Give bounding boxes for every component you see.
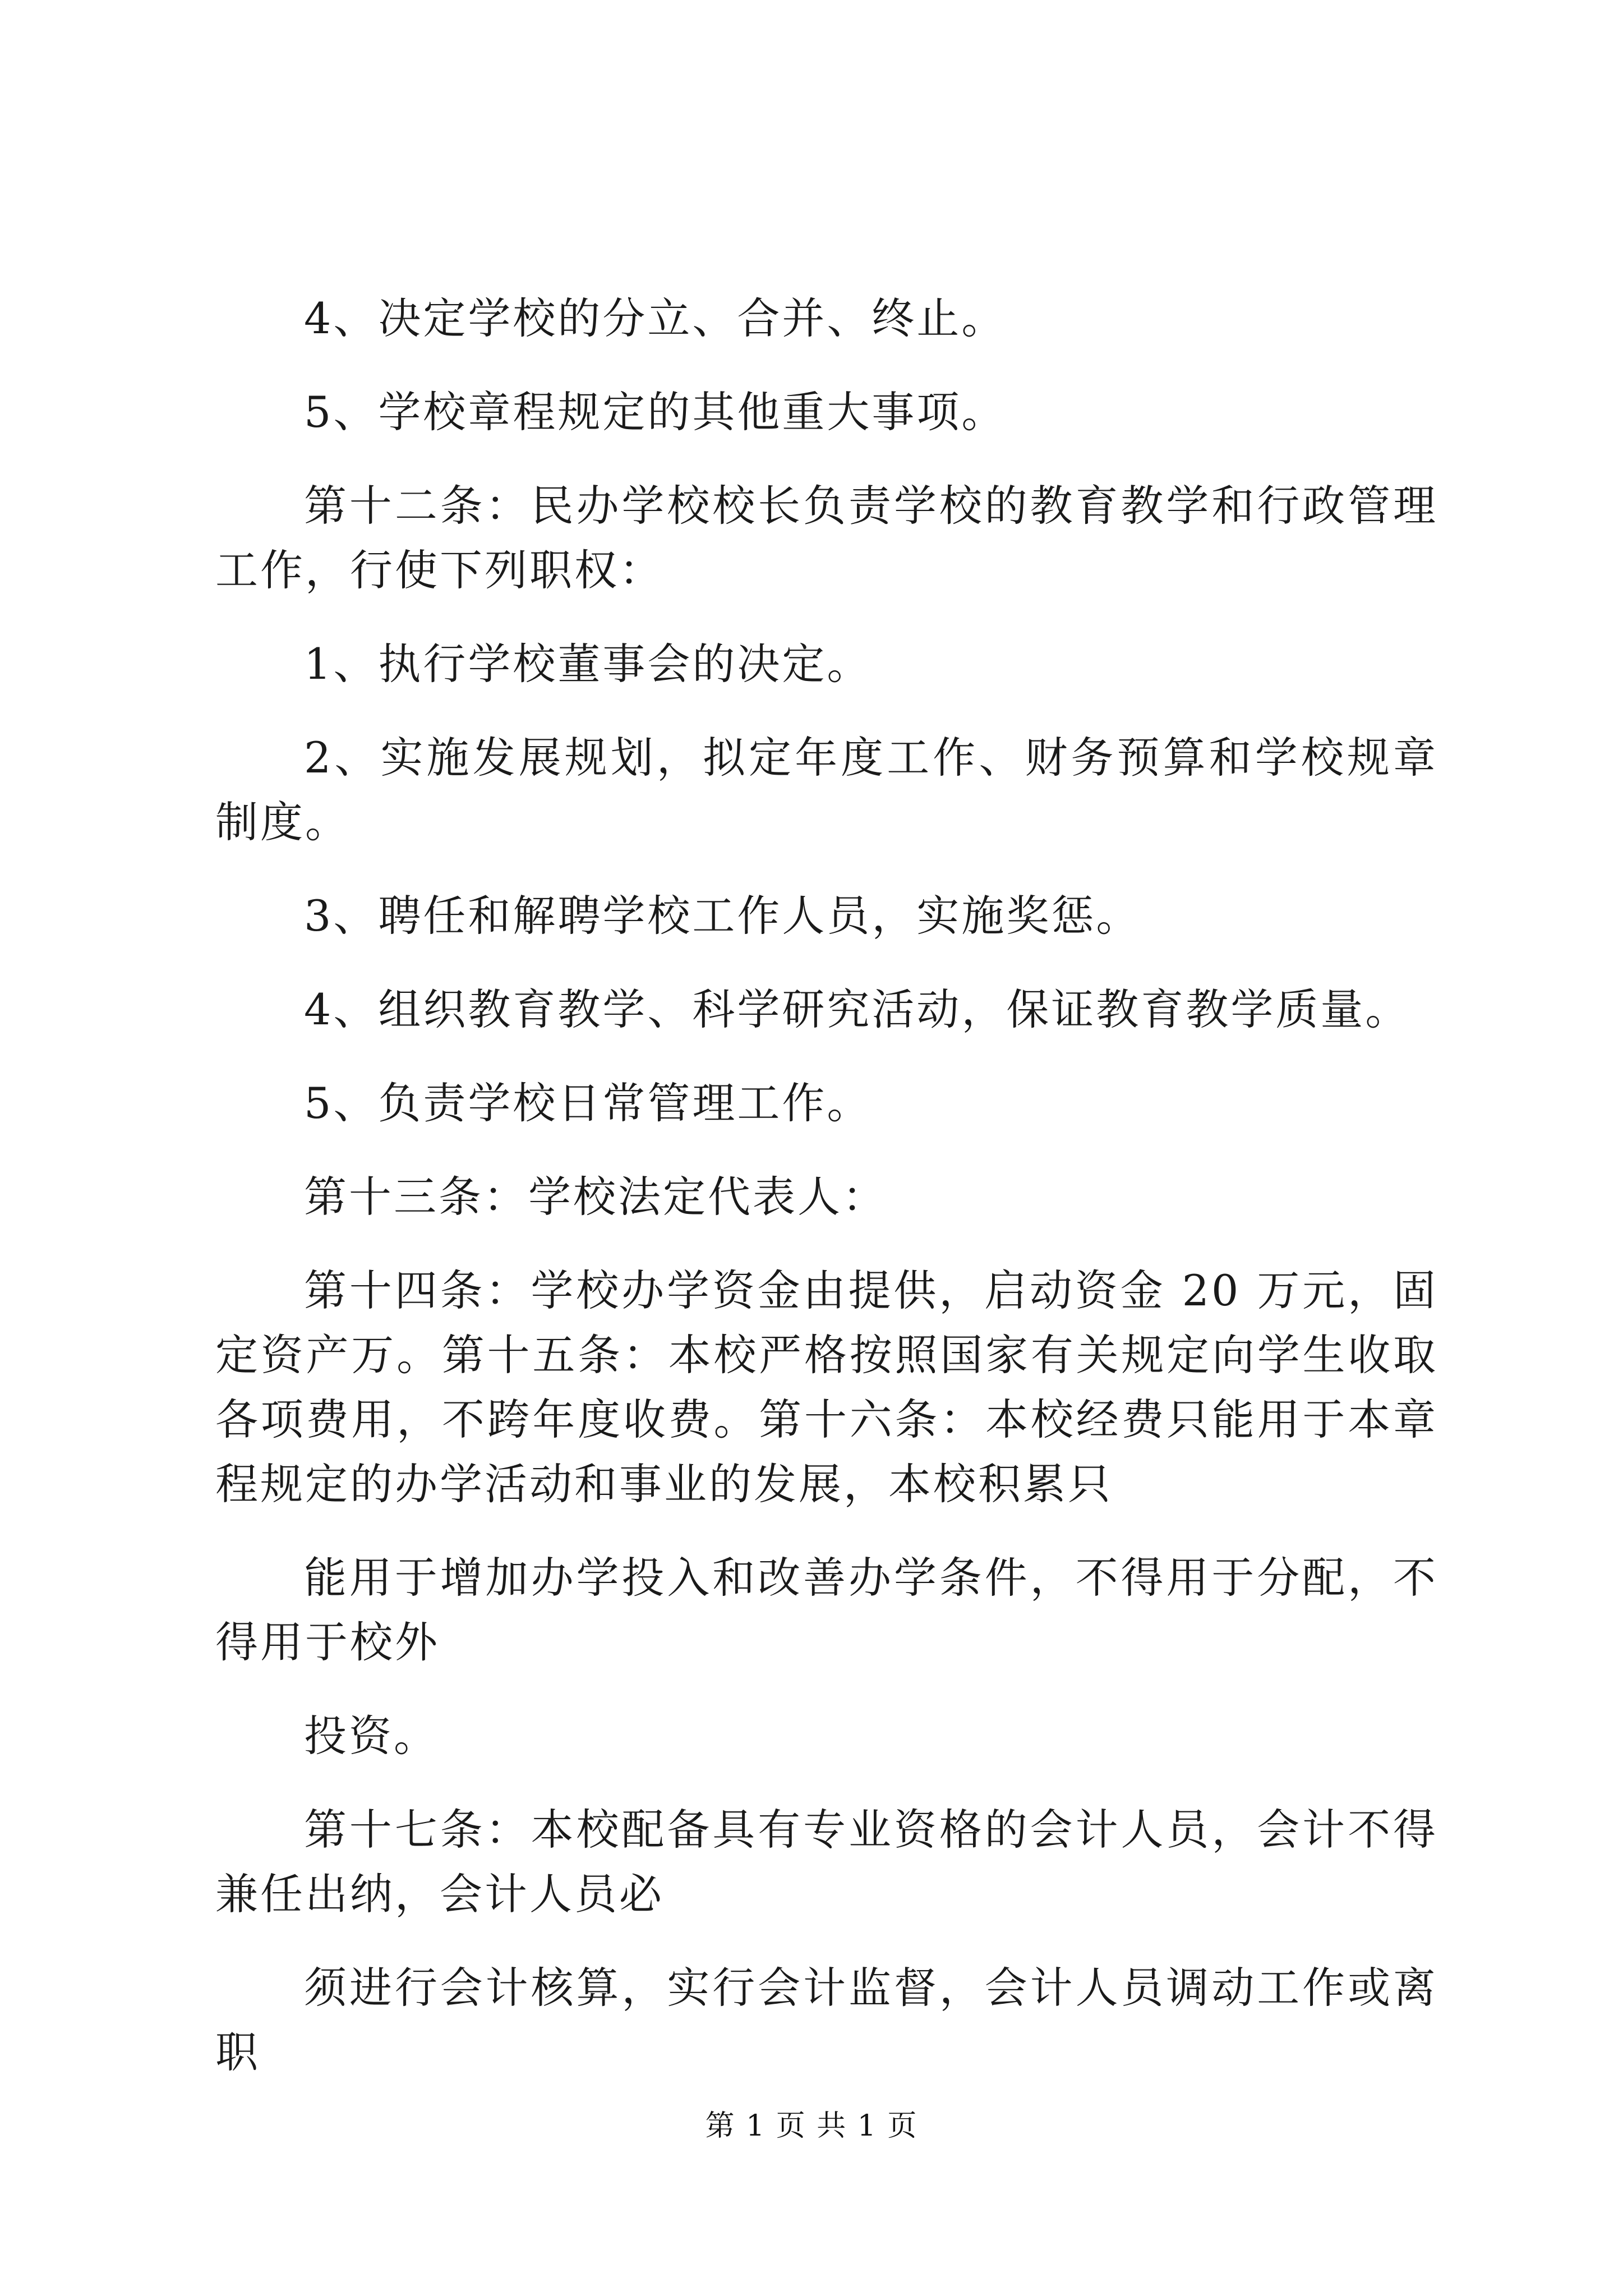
paragraph-article-12: 第十二条：民办学校校长负责学校的教育教学和行政管理工作，行使下列职权： (215, 481, 1438, 595)
paragraph-investment: 投资。 (304, 1711, 439, 1761)
paragraph-article-14-16: 第十四条：学校办学资金由提供，启动资金 20 万元，固定资产万。第十五条：本校严格按照国家有关规定向学生收取各项费用，不跨年度收费。第十六条：本校经费只能用于本章程规定的办学活动和事业的发展，本校积累只 (215, 1266, 1438, 1509)
paragraph-article-12-item-1: 1、执行学校董事会的决定。 (304, 639, 872, 689)
paragraph-article-16-continued: 能用于增加办学投入和改善办学条件，不得用于分配，不得用于校外 (215, 1553, 1438, 1667)
paragraph-article-12-item-3: 3、聘任和解聘学校工作人员，实施奖惩。 (304, 891, 1141, 941)
paragraph-article-17-continued: 须进行会计核算，实行会计监督，会计人员调动工作或离职 (215, 1963, 1438, 2077)
paragraph-article-11-item-5: 5、学校章程规定的其他重大事项。 (304, 387, 1007, 437)
paragraph-article-12-item-2: 2、实施发展规划，拟定年度工作、财务预算和学校规章制度。 (215, 733, 1438, 847)
paragraph-article-17: 第十七条：本校配备具有专业资格的会计人员，会计不得兼任出纳，会计人员必 (215, 1805, 1438, 1919)
paragraph-article-12-item-5: 5、负责学校日常管理工作。 (304, 1078, 872, 1128)
page-footer: 第 1 页 共 1 页 (705, 2109, 918, 2143)
paragraph-article-11-item-4: 4、决定学校的分立、合并、终止。 (304, 293, 1007, 343)
paragraph-article-12-item-4: 4、组织教育教学、科学研究活动，保证教育教学质量。 (304, 984, 1410, 1034)
document-body (215, 286, 1438, 2114)
paragraph-article-13: 第十三条：学校法定代表人： (304, 1172, 887, 1222)
